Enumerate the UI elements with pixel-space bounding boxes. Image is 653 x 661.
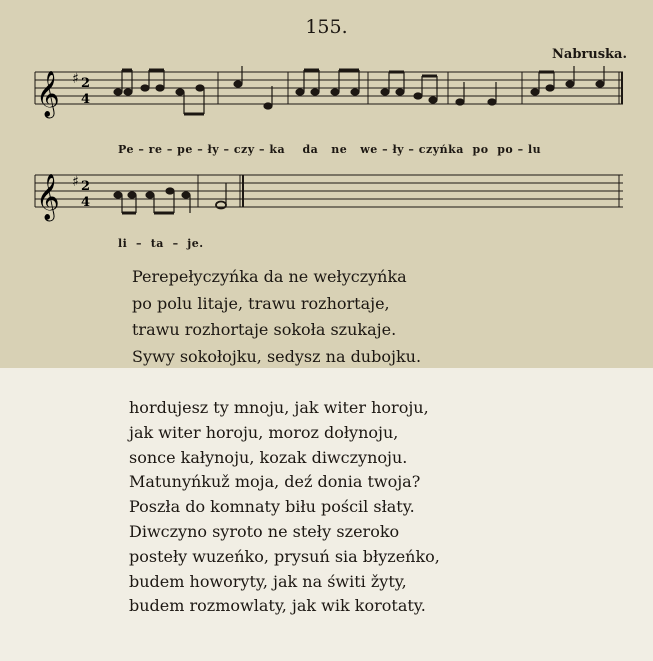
verse-line: sonce kałynoju, kozak diwczynoju. [129,447,408,467]
time-sig-top: 2 [81,76,91,91]
key-signature-sharp-icon: ♯ [72,174,79,190]
verse-line: jak witer horoju, moroz dołynoju, [129,422,399,442]
notes-row-2 [114,183,226,213]
verse-line: Poszła do komnaty biłu pościl słaty. [129,497,415,517]
page-number: 155. [305,16,348,38]
verse-line: Matunyńkuž moja, deź donia twoja? [129,472,421,492]
notes-row-1 [114,66,604,114]
verse-line: trawu rozhortaje sokoła szukaje. [132,320,397,339]
stanza-2 [129,396,440,619]
verse-line: budem rozmowlaty, jak wik korotaty. [129,596,426,616]
tempo-marking: Nabruska. [552,47,627,62]
stanza-1 [132,264,421,370]
time-sig-bottom: 4 [81,92,91,107]
treble-clef-icon: 𝄞 [36,174,60,220]
verse-line: budem howoryty, jak na świti žyty, [129,571,407,591]
verse-line: Diwczyno syroto ne stełу szeroko [129,521,400,541]
treble-clef-icon: 𝄞 [36,71,60,117]
verse-line: posteły wuzeńko, prysuń sia błyzeńko, [129,546,440,566]
key-signature-sharp-icon: ♯ [72,71,79,87]
music-staff-2 [0,165,653,225]
verse-line: Perepełyczyńka da ne wełyczyńka [132,267,407,286]
time-sig-bottom: 4 [81,195,91,210]
lyrics-row-2: li – ta – je. [118,237,204,250]
music-staff-1 [0,62,653,122]
verse-line: Sywy sokołojku, sedysz na dubojku. [132,346,422,366]
time-sig-top: 2 [81,179,91,194]
lyrics-row-1: Pe – re – pe – ły – czy – ka da ne we – ły – czyńka po po – lu [118,143,542,156]
verse-line: po polu litaje, trawu rozhortaje, [132,293,390,313]
verse-line: hordujesz ty mnoju, jak witer horoju, [129,398,429,417]
